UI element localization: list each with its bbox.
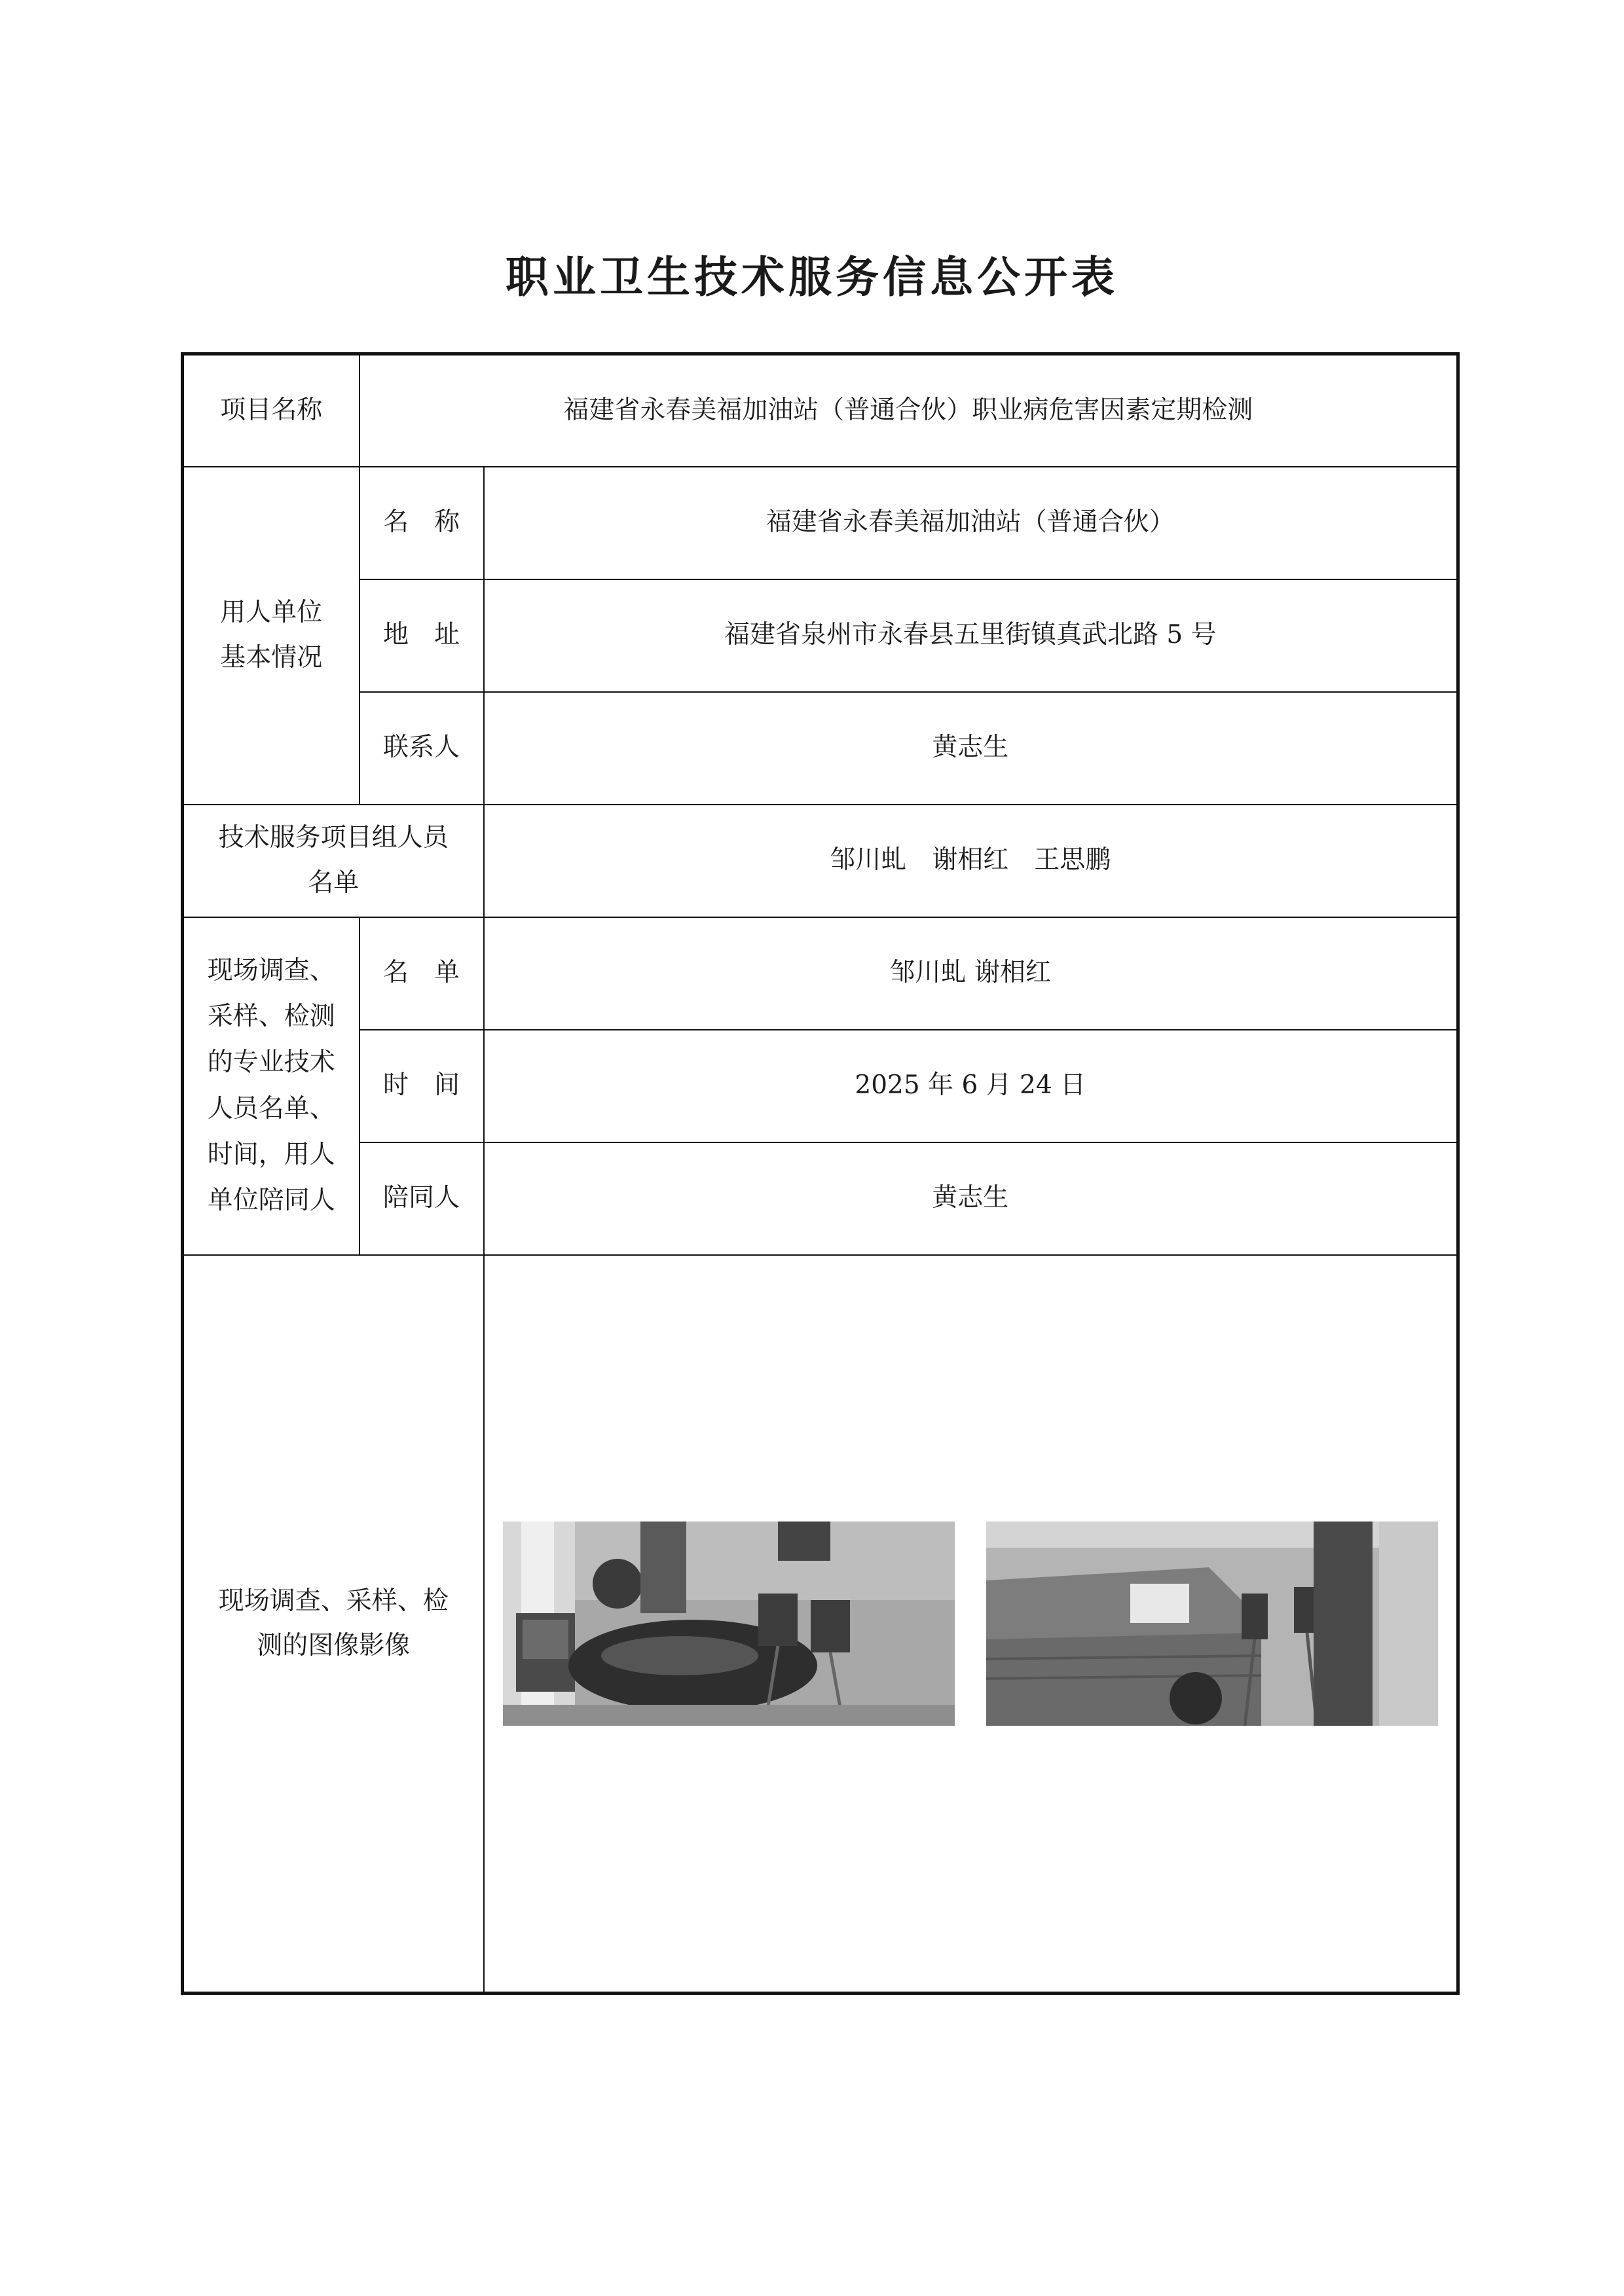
- onsite-escort-row: [183, 1142, 1458, 1255]
- team-label-line1: 技术服务项目组人员: [218, 823, 449, 853]
- team-value: 邹川虬 谢相红 王思鹏: [484, 805, 1458, 917]
- employer-label: [183, 467, 360, 805]
- images-label-line1: 现场调查、采样、检: [218, 1586, 449, 1616]
- onsite-label-line: 现场调查、: [207, 955, 335, 985]
- onsite-list-label: 名 单: [360, 917, 484, 1030]
- photo-gallery: [485, 1522, 1457, 1726]
- onsite-list-value: 邹川虬 谢相红: [484, 917, 1458, 1030]
- employer-contact-row: [183, 692, 1458, 805]
- onsite-photo-1: [503, 1522, 955, 1726]
- employer-name-row: [183, 467, 1458, 579]
- onsite-label-line: 的专业技术: [207, 1048, 335, 1078]
- photo-1-drawing: [503, 1522, 955, 1726]
- onsite-time-value: 2025 年 6 月 24 日: [484, 1030, 1458, 1142]
- images-cell: [484, 1255, 1458, 1994]
- employer-address-row: [183, 579, 1458, 692]
- onsite-label-line: 采样、检测: [207, 1002, 335, 1032]
- onsite-time-label: 时 间: [360, 1030, 484, 1142]
- onsite-escort-label: 陪同人: [360, 1142, 484, 1255]
- photo-2-drawing: [986, 1522, 1438, 1726]
- team-label-line2: 名单: [308, 867, 360, 898]
- project-label: 项目名称: [183, 354, 360, 467]
- team-row: [183, 805, 1458, 917]
- images-label: [183, 1255, 484, 1994]
- employer-contact-value: 黄志生: [484, 692, 1458, 805]
- onsite-label-line: 时间，用人: [207, 1139, 335, 1169]
- employer-label-line2: 基本情况: [220, 642, 323, 672]
- employer-name-label: 名 称: [360, 467, 484, 579]
- onsite-photo-2: [986, 1522, 1438, 1726]
- employer-contact-label: 联系人: [360, 692, 484, 805]
- images-label-line2: 测的图像影像: [257, 1630, 411, 1660]
- info-table: [181, 352, 1460, 1995]
- onsite-time-row: [183, 1030, 1458, 1142]
- onsite-list-row: [183, 917, 1458, 1030]
- team-label: [183, 805, 484, 917]
- images-row: [183, 1255, 1458, 1994]
- onsite-label-line: 单位陪同人: [207, 1185, 335, 1215]
- onsite-label-line: 人员名单、: [207, 1093, 335, 1123]
- employer-label-line1: 用人单位: [220, 598, 323, 628]
- page-title: 职业卫生技术服务信息公开表: [506, 251, 1118, 302]
- employer-address-label: 地 址: [360, 579, 484, 692]
- project-value: 福建省永春美福加油站（普通合伙）职业病危害因素定期检测: [360, 354, 1458, 467]
- project-row: [183, 354, 1458, 467]
- onsite-escort-value: 黄志生: [484, 1142, 1458, 1255]
- employer-address-value: 福建省泉州市永春县五里街镇真武北路 5 号: [484, 579, 1458, 692]
- onsite-label: [183, 917, 360, 1255]
- employer-name-value: 福建省永春美福加油站（普通合伙）: [484, 467, 1458, 579]
